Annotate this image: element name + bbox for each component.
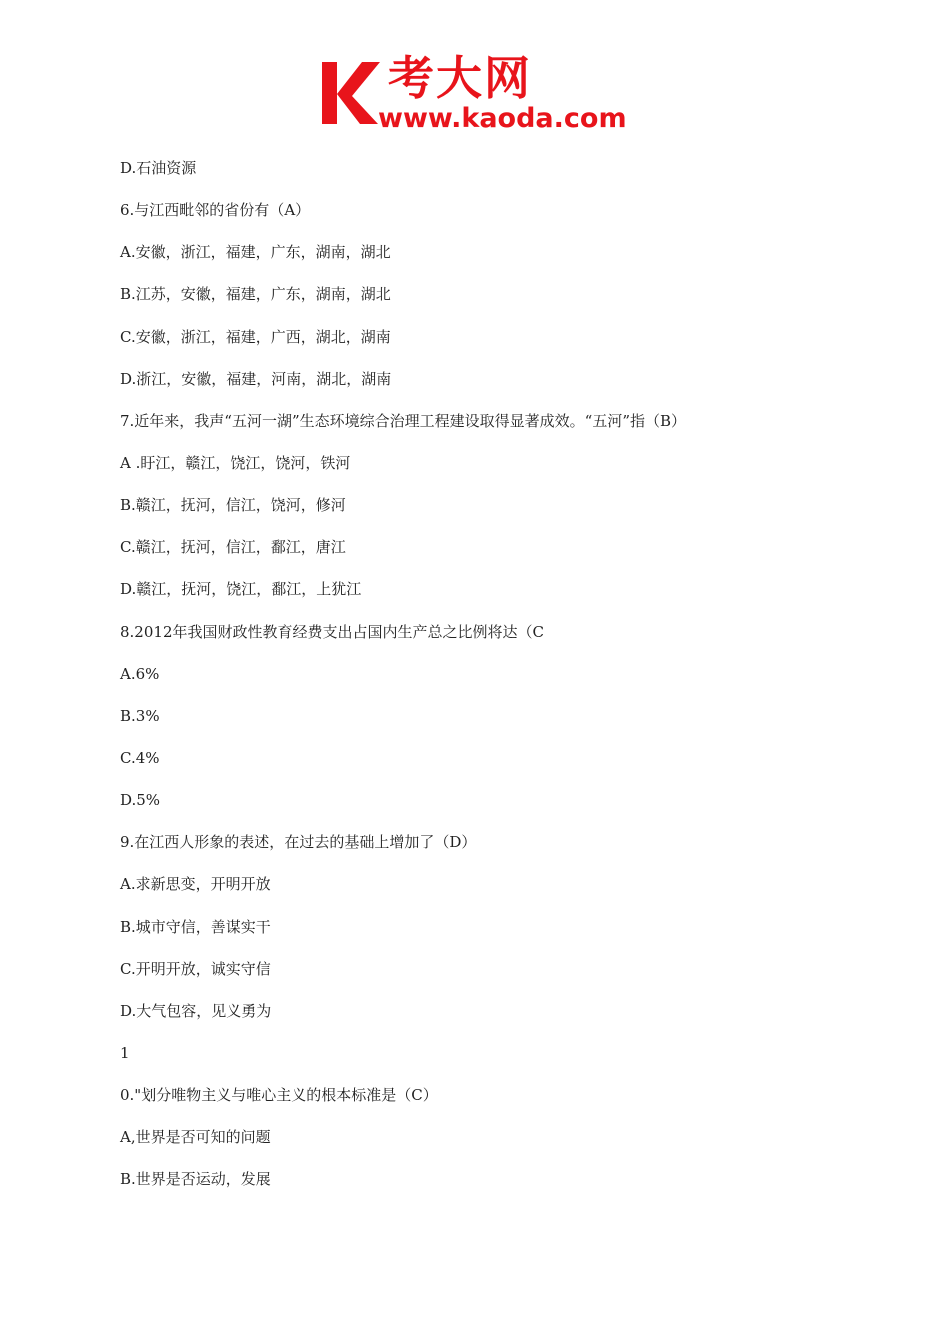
option-line: A,世界是否可知的问题 [120,1128,271,1147]
option-line: C.赣江，抚河，信江，鄱江，唐江 [120,538,346,557]
question-line: 9.在江西人形象的表述，在过去的基础上增加了（D） [120,833,477,852]
logo-url-text: www.kaoda.com [378,103,627,134]
option-line: B.江苏，安徽，福建，广东，湖南，湖北 [120,285,391,304]
question-line: 7.近年来，我声“五河一湖”生态环境综合治理工程建设取得显著成效。“五河”指（B） [120,411,687,430]
text-line: 1 [120,1043,130,1062]
option-line: C.4% [120,748,160,767]
question-line: 8.2012年我国财政性教育经费支出占国内生产总之比例将达（C [120,622,544,641]
option-line: B.3% [120,706,160,725]
option-line: D.大气包容，见义勇为 [120,1001,272,1020]
option-line: B.赣江，抚河，信江，饶河，修河 [120,496,346,515]
option-line: D.赣江，抚河，饶江，鄱江，上犹江 [120,580,362,599]
option-line: C.开明开放，诚实守信 [120,959,271,978]
question-line: 6.与江西毗邻的省份有（A） [120,201,311,220]
option-line: A.求新思变，开明开放 [120,875,271,894]
logo-chinese-name: 考大网 [388,51,532,105]
kaoda-logo [318,52,638,138]
question-line: 0."划分唯物主义与唯心主义的根本标准是（C） [120,1086,438,1105]
option-line: A.6% [120,664,160,683]
option-line: A .盱江，赣江，饶江，饶河，铁河 [120,453,351,472]
option-line: C.安徽，浙江，福建，广西，湖北，湖南 [120,327,391,346]
option-line: B.城市守信，善谋实干 [120,917,271,936]
option-line: D.浙江，安徽，福建，河南，湖北，湖南 [120,369,392,388]
option-line: D.5% [120,791,161,810]
option-line: A.安徽，浙江，福建，广东，湖南，湖北 [120,243,391,262]
document-body [120,156,900,1210]
option-line: B.世界是否运动，发展 [120,1170,271,1189]
k-logo-icon [318,58,384,128]
text-line: D.石油资源 [120,159,197,177]
